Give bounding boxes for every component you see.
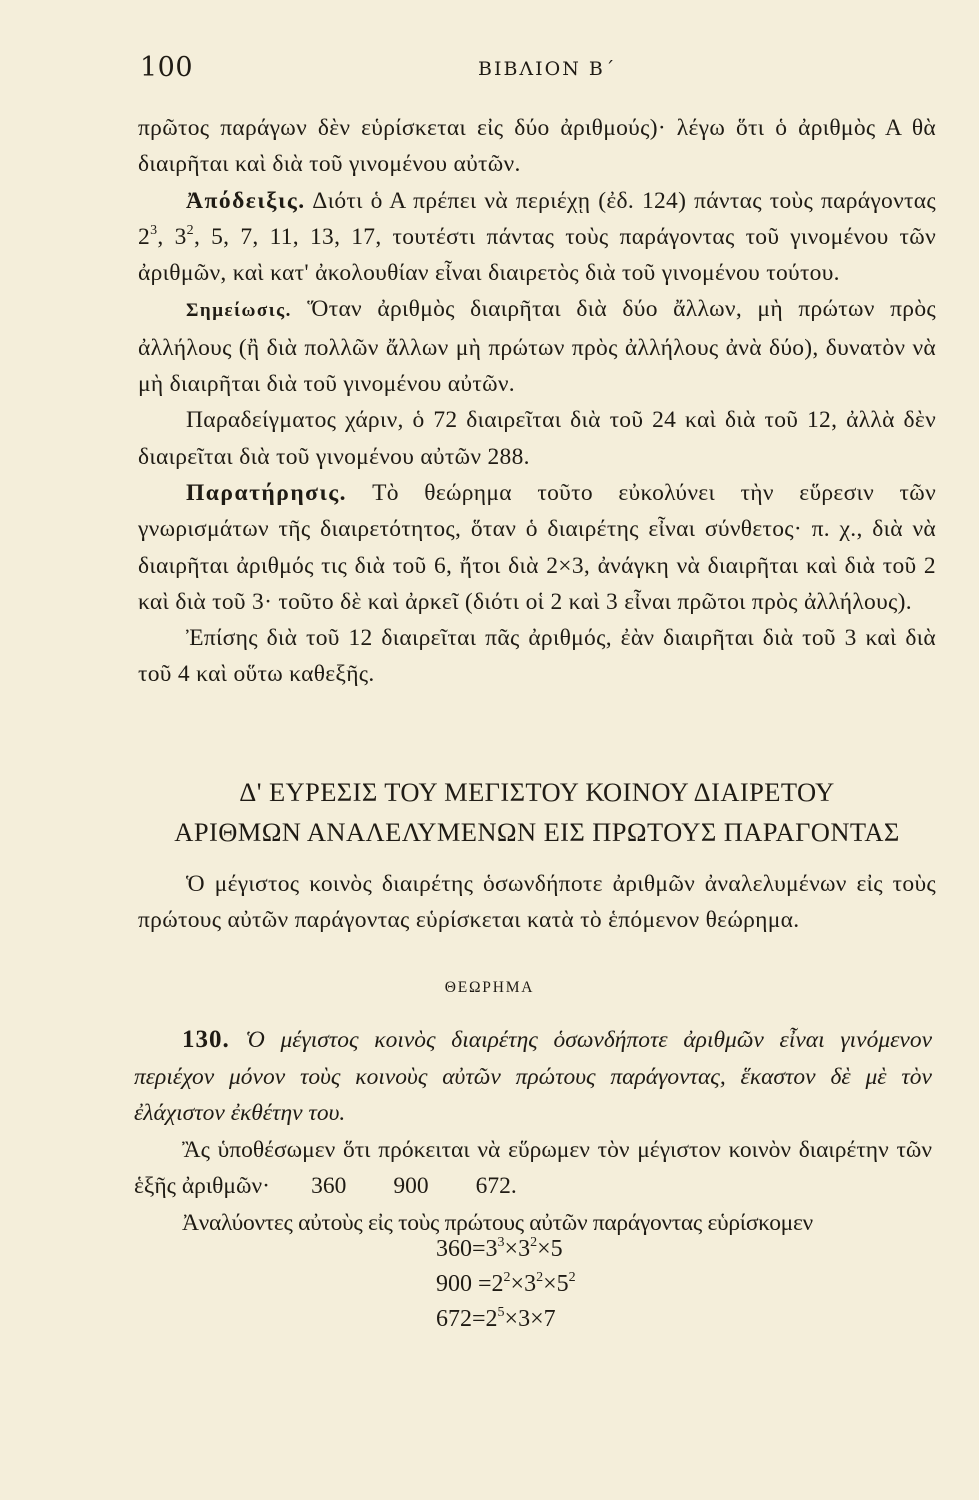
factor-exponent: 2 (186, 222, 194, 238)
note-paragraph (138, 291, 936, 402)
note-text: Ὅταν ἀριθμὸς διαιρῆται διὰ δύο ἄλλων, μὴ πρώτων πρὸς ἀλλήλους (ἢ διὰ πολλῶν ἄλλων μὴ πρώτων πρὸς ἀλλήλους ἀνὰ δύο), δυνατὸν νὰ μὴ διαιρῆται διὰ τοῦ γινομένου αὐτῶν. (138, 296, 936, 398)
number-360: 360 (311, 1173, 347, 1199)
factor-base: 3 (174, 223, 187, 250)
term: 3 (485, 1236, 498, 1262)
term: ×5 (537, 1236, 563, 1262)
page-header (138, 50, 928, 90)
term: ×3 (510, 1271, 537, 1297)
paragraph: Ὁ μέγιστος κοινὸς διαιρέτης ὁσωνδήποτε ἀριθμῶν ἀναλελυμένων εἰς τοὺς πρώτους αὐτῶν παράγοντας εὑρίσκεται κατὰ τὸ ἑπόμενον θεώρημα. (138, 871, 936, 934)
proof-text: Διότι ὁ Α πρέπει νὰ περιέχῃ (ἐδ. 124) πάντας τοὺς παράγοντας (312, 187, 936, 214)
section-title-line-1: Δ' ΕΥΡΕΣΙΣ ΤΟΥ ΜΕΓΙΣΤΟΥ ΚΟΙΝΟΥ ΔΙΑΙΡΕΤΟΥ (239, 777, 835, 807)
theorem-statement (134, 1022, 932, 1132)
note-label: Σημείωσις. (186, 300, 292, 322)
exponent: 3 (497, 1235, 505, 1250)
paragraph: πρῶτος παράγων δὲν εὑρίσκεται εἰς δύο ἀριθμούς)· λέγω ὅτι ὁ ἀριθμὸς Α θὰ διαιρῆται καὶ διὰ τοῦ γινομένου αὐτῶν. (138, 115, 936, 178)
section-intro (138, 866, 936, 939)
factor-exponent: 3 (150, 222, 158, 238)
term: ×7 (530, 1306, 556, 1332)
running-head: ΒΙΒΛΙΟΝ Β΄ (478, 58, 617, 80)
theorem-p2: Ἀναλύοντες αὐτοὺς εἰς τοὺς πρώτους αὐτῶν παράγοντας εὑρίσκομεν (182, 1209, 813, 1236)
section-title-line-2: ΑΡΙΘΜΩΝ ΑΝΑΛΕΛΥΜΕΝΩΝ ΕΙΣ ΠΡΩΤΟΥΣ ΠΑΡΑΓΟΝΤΑΣ (174, 817, 900, 847)
equation (436, 1236, 563, 1263)
number-900: 900 (393, 1173, 429, 1199)
page-number: 100 (140, 52, 194, 83)
body-text (138, 110, 936, 693)
term: 2 (485, 1306, 498, 1332)
number-672: 672. (475, 1173, 517, 1199)
proof-rest: τουτέστι πάντας τοὺς παράγοντας τοῦ γινομένου τῶν ἀριθμῶν, καὶ κατ' ἀκολουθίαν εἶναι διαιρετὸς διὰ τοῦ γινομένου τούτου. (138, 223, 936, 287)
exponent: 2 (568, 1270, 576, 1285)
theorem-text: Ὁ μέγιστος κοινὸς διαιρέτης ὁσωνδήποτε ἀριθμῶν εἶναι γινόμενον περιέχον μόνον τοὺς κοινοὺς αὐτῶν πρώτους παράγοντας, ἕκαστον δὲ μὲ τὸν ἐλάχιστον ἐκθέτην του. (134, 1027, 932, 1126)
paragraph: Ἐπίσης διὰ τοῦ 12 διαιρεῖται πᾶς ἀριθμός, ἐὰν διαιρῆται διὰ τοῦ 3 καὶ διὰ τοῦ 4 καὶ οὕτω καθεξῆς. (138, 625, 936, 688)
equation (436, 1271, 576, 1298)
remark-label: Παρατήρησις. (186, 479, 348, 506)
proof-label: Ἀπόδειξις. (186, 187, 306, 214)
equation-lhs: 900 = (436, 1271, 492, 1297)
section-heading (132, 772, 942, 852)
remark-text: Τὸ θεώρημα τοῦτο εὐκολύνει τὴν εὕρεσιν τῶν γνωρισμάτων τῆς διαιρετότητος, ὅταν ὁ διαιρέτης εἶναι σύνθετος· π. χ., διὰ νὰ διαιρῆται ἀριθμός τις διὰ τοῦ 6, ἤτοι διὰ 2×3, ἀνάγκη νὰ διαιρῆται καὶ διὰ τοῦ 2 καὶ διὰ τοῦ 3· τοῦτο δὲ καὶ ἀρκεῖ (διότι οἱ 2 καὶ 3 εἶναι πρῶτοι πρὸς ἀλλήλους). (138, 479, 936, 615)
factor-base: 2 (138, 223, 151, 250)
theorem-title: ΘΕΩΡΗΜΑ (444, 979, 535, 996)
paragraph (134, 1132, 932, 1205)
equation-lhs: 672= (436, 1306, 486, 1332)
exponent: 2 (536, 1270, 544, 1285)
term: ×5 (543, 1271, 569, 1297)
equation (436, 1306, 556, 1333)
theorem-p1: Ἂς ὑποθέσωμεν ὅτι πρόκειται νὰ εὕρωμεν τὸν μέγιστον κοινὸν διαιρέτην τῶν ἑξῆς ἀριθμῶν· (134, 1136, 932, 1199)
term: ×3 (504, 1236, 531, 1262)
exponent: 2 (503, 1270, 511, 1285)
theorem-number: 130. (182, 1026, 230, 1053)
remark-paragraph (138, 475, 936, 620)
exponent: 2 (530, 1235, 538, 1250)
equation-lhs: 360= (436, 1236, 486, 1262)
example-paragraph: Παραδείγματος χάριν, ὁ 72 διαιρεῖται διὰ τοῦ 24 καὶ διὰ τοῦ 12, ἀλλὰ δὲν διαιρεῖται διὰ τοῦ γινομένου αὐτῶν 288. (138, 407, 936, 470)
exponent: 5 (497, 1305, 505, 1320)
factor-list: , 5, 7, 11, 13, 17, (193, 223, 382, 250)
term: ×3 (504, 1306, 531, 1332)
proof-paragraph: Ἀπόδειξις. Διότι ὁ Α πρέπει νὰ περιέχῃ (ἐδ. 124) πάντας τοὺς παράγοντας $2^3$, $3^2$, 5, 7, 11, 13, 17, τουτέστι πάντας τοὺς παράγοντας τοῦ γινομένου τῶν ἀριθμῶν, καὶ κατ' ἀκολουθίαν εἶναι διαιρετὸς διὰ τοῦ γινομένου τούτου. (138, 187, 936, 287)
theorem-block (134, 1022, 932, 1241)
term: 2 (491, 1271, 504, 1297)
